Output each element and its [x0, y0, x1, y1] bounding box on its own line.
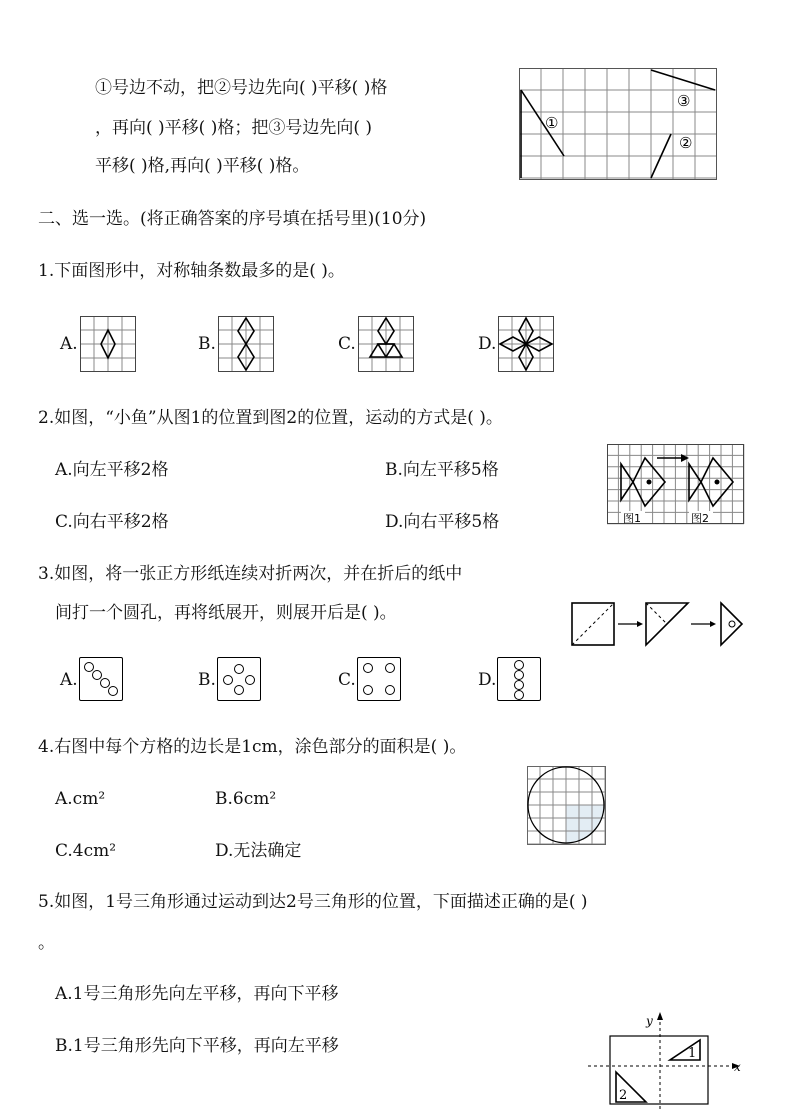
q4-option-c[interactable]: C.4cm²: [55, 841, 117, 861]
hole-icon: [514, 660, 524, 670]
hole-icon: [245, 675, 255, 685]
hole-icon: [108, 686, 118, 696]
q3-option-d-label[interactable]: D.: [478, 670, 497, 690]
q1-figure-c: [358, 316, 414, 372]
hole-icon: [385, 685, 395, 695]
q3-option-a-square: [79, 657, 123, 701]
q4-option-a[interactable]: A.cm²: [55, 789, 106, 809]
q4-stem: 4.右图中每个方格的边长是1cm，涂色部分的面积是( )。: [38, 737, 467, 757]
q3-option-a-label[interactable]: A.: [60, 670, 78, 690]
q1-figure-b: [218, 316, 274, 372]
q2-option-a[interactable]: A.向左平移2格: [55, 460, 169, 480]
hole-icon: [234, 685, 244, 695]
q4-circle-figure: [527, 766, 606, 845]
q5-stem: 5.如图，1号三角形通过运动到达2号三角形的位置，下面描述正确的是( ): [38, 892, 588, 912]
axis-x-label: x: [734, 1060, 741, 1074]
q5-option-b[interactable]: B.1号三角形先向下平移，再向左平移: [55, 1036, 339, 1056]
edge-label-2: ②: [679, 134, 693, 152]
q3-option-b-square: [217, 657, 261, 701]
axis-y-label: y: [646, 1014, 653, 1028]
fish-label-2: 图2: [691, 512, 709, 525]
hole-icon: [223, 675, 233, 685]
q3-option-c-square: [357, 657, 401, 701]
q2-stem: 2.如图，“小鱼”从图1的位置到图2的位置，运动的方式是( )。: [38, 408, 503, 428]
hole-icon: [363, 685, 373, 695]
intro-line-1: ①号边不动，把②号边先向( )平移( )格: [95, 78, 388, 98]
q1-option-a-label[interactable]: A.: [60, 334, 78, 354]
fish-label-1: 图1: [623, 512, 641, 525]
q1-stem: 1.下面图形中，对称轴条数最多的是( )。: [38, 261, 345, 281]
edge-label-1: ①: [545, 114, 559, 132]
q2-fish-figure: [607, 444, 744, 524]
edge-label-3: ③: [677, 92, 691, 110]
q1-figure-a: [80, 316, 136, 372]
q5-axes-figure: [588, 1014, 748, 1114]
q4-option-d[interactable]: D.无法确定: [215, 841, 302, 861]
q3-fold-figure: [571, 602, 746, 646]
q4-option-b[interactable]: B.6cm²: [215, 789, 277, 809]
q3-stem-1: 3.如图，将一张正方形纸连续对折两次，并在折后的纸中: [38, 564, 463, 584]
q3-option-b-label[interactable]: B.: [198, 670, 216, 690]
q1-option-b-label[interactable]: B.: [198, 334, 216, 354]
q3-option-c-label[interactable]: C.: [338, 670, 356, 690]
q1-figure-d: [498, 316, 554, 372]
intro-grid-figure: [519, 68, 717, 180]
hole-icon: [514, 680, 524, 690]
q5-stem-end: 。: [38, 933, 55, 953]
q2-option-d[interactable]: D.向右平移5格: [385, 512, 500, 532]
q1-option-c-label[interactable]: C.: [338, 334, 356, 354]
q2-option-c[interactable]: C.向右平移2格: [55, 512, 169, 532]
q3-stem-2: 间打一个圆孔，再将纸展开，则展开后是( )。: [55, 603, 397, 623]
q3-option-d-square: [497, 657, 541, 701]
hole-icon: [514, 690, 524, 700]
q1-option-d-label[interactable]: D.: [478, 334, 497, 354]
hole-icon: [363, 663, 373, 673]
q5-option-a[interactable]: A.1号三角形先向左平移，再向下平移: [55, 984, 339, 1004]
hole-icon: [514, 670, 524, 680]
triangle-1-label: 1: [688, 1046, 697, 1061]
section-title: 二、选一选。(将正确答案的序号填在括号里)(10分): [38, 209, 427, 229]
hole-icon: [234, 664, 244, 674]
q2-option-b[interactable]: B.向左平移5格: [385, 460, 499, 480]
hole-icon: [385, 663, 395, 673]
intro-line-3: 平移( )格,再向( )平移( )格。: [95, 156, 310, 176]
intro-line-2: ，再向( )平移( )格；把③号边先向( ): [95, 118, 373, 138]
triangle-2-label: 2: [619, 1088, 628, 1103]
